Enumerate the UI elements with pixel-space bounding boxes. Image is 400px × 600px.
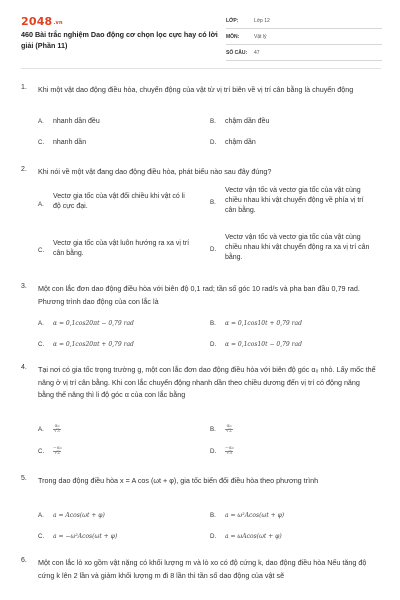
meta-count-label: SỐ CÂU: — [226, 49, 248, 56]
option-fraction — [53, 447, 203, 458]
meta-count-row — [226, 45, 382, 61]
question-text: Một con lắc lò xo gồm vật nặng có khối lượng m và lò xo có độ cứng k, dao động điều hòa Nếu tăng độ cứng k lên 2 lần và giảm khối lượng m đi 8 lần thì tần số dao động của vật sẽ — [38, 558, 367, 580]
question-number: 6. — [21, 557, 27, 564]
meta-class-row — [226, 13, 382, 29]
option-fraction — [225, 447, 375, 458]
option-label: A. — [38, 426, 44, 433]
question-number: 5. — [21, 475, 27, 482]
option-label: A. — [38, 512, 44, 519]
option-formula: a = −ω²Acos(ωt + φ) — [53, 533, 118, 540]
option-formula: a = Acos(ωt + φ) — [53, 512, 105, 519]
question-number: 3. — [21, 283, 27, 290]
question-text: Tại nơi có gia tốc trọng trường g, một con lắc đơn dao động điều hòa với biên độ góc α₀ nhỏ. Lấy mốc thế năng ở vị trí cân bằng. Khi con lắc chuyển động nhanh dần theo chiều dương đến vị trí có động năng bằng thế năng thì li độ góc α của con lắc bằng — [38, 365, 376, 399]
option-text: Vectơ gia tốc của vật đổi chiều khi vật có li độ cực đại. — [53, 193, 185, 210]
meta-subject-value: Vật lý — [254, 33, 267, 40]
option-label: C. — [38, 139, 45, 146]
option-label: D. — [210, 341, 217, 348]
fraction-numerator: −α₀ — [225, 446, 234, 451]
option-label: C. — [38, 341, 45, 348]
option-label: D. — [210, 448, 217, 455]
question-text: Khi một vật dao động điều hòa, chuyển động của vật từ vị trí biên về vị trí cân bằng là chuyển động — [38, 85, 354, 94]
option-formula: a = ω²Acos(ωt + φ) — [225, 512, 285, 519]
option-text: Vectơ vận tốc và vectơ gia tốc của vật cùng chiều nhau khi vật chuyển động về phía vị trí cân bằng. — [225, 187, 364, 214]
option-label: C. — [38, 247, 45, 254]
fraction-denominator: √3 — [226, 451, 233, 456]
option-formula: a = ωAcos(ωt + φ) — [225, 533, 282, 540]
question-number: 2. — [21, 166, 27, 173]
fraction-numerator: −α₀ — [53, 446, 62, 451]
option-text: chậm dần — [225, 139, 256, 146]
option-label: B. — [210, 320, 216, 327]
question-text: Một con lắc đơn dao động điều hòa với biên độ 0,1 rad; tần số góc 10 rad/s và pha ban đầu 0,79 rad. Phương trình dao động của con lắc là — [38, 284, 360, 306]
option-text: Vectơ gia tốc của vật luôn hướng ra xa vị trí cân bằng. — [53, 240, 190, 257]
option-label: C. — [38, 533, 45, 540]
question-text: Khi nói về một vật đang dao động điều hòa, phát biểu nào sau đây đúng? — [38, 167, 272, 176]
header-divider — [21, 68, 381, 69]
meta-subject-label: MÔN: — [226, 33, 240, 40]
exam-meta — [226, 13, 382, 61]
option-formula: α = 0,1cos10t + 0,79 rad — [225, 320, 302, 327]
option-formula: α = 0,1cos20πt − 0,79 rad — [53, 320, 134, 327]
fraction-denominator: √3 — [54, 429, 60, 434]
logo-tld: .vn — [53, 20, 63, 26]
fraction-numerator: α₀ — [54, 424, 60, 429]
meta-class-label: LỚP: — [226, 17, 239, 24]
meta-subject-row — [226, 29, 382, 45]
exam-header — [0, 0, 400, 66]
option-label: B. — [210, 199, 216, 206]
option-label: A. — [38, 118, 44, 125]
option-label: D. — [210, 533, 217, 540]
meta-class-value: Lớp 12 — [254, 17, 270, 24]
logo-text: 2048 — [21, 15, 53, 28]
option-label: D. — [210, 139, 217, 146]
site-logo[interactable] — [21, 15, 63, 28]
option-fraction — [53, 425, 203, 436]
fraction-denominator: √2 — [54, 451, 61, 456]
option-text: nhanh dần — [53, 139, 87, 146]
option-label: B. — [210, 512, 216, 519]
option-text: Vectơ vận tốc và vectơ gia tốc của vật cùng chiều nhau khi vật chuyển động ra xa vị trí cân bằng. — [225, 234, 370, 261]
option-label: B. — [210, 118, 216, 125]
option-formula: α = 0,1cos20πt + 0,79 rad — [53, 341, 134, 348]
option-text: chậm dần đều — [225, 118, 270, 125]
exam-title: 460 Bài trắc nghiệm Dao động cơ chọn lọc cực hay có lời giải (Phần 11) — [21, 30, 218, 50]
option-label: B. — [210, 426, 216, 433]
meta-count-value: 47 — [254, 49, 260, 56]
option-label: D. — [210, 246, 217, 253]
option-formula: α = 0,1cos10t − 0,79 rad — [225, 341, 302, 348]
option-label: A. — [38, 320, 44, 327]
option-label: C. — [38, 448, 45, 455]
fraction-numerator: α₀ — [226, 424, 232, 429]
question-text: Trong dao động điều hòa x = A cos (ωt + φ), gia tốc biến đổi điều hòa theo phương trình — [38, 476, 319, 485]
option-label: A. — [38, 201, 44, 208]
question-number: 1. — [21, 84, 27, 91]
option-text: nhanh dần đều — [53, 118, 100, 125]
option-fraction — [225, 425, 375, 436]
fraction-denominator: √2 — [226, 429, 232, 434]
question-number: 4. — [21, 364, 27, 371]
